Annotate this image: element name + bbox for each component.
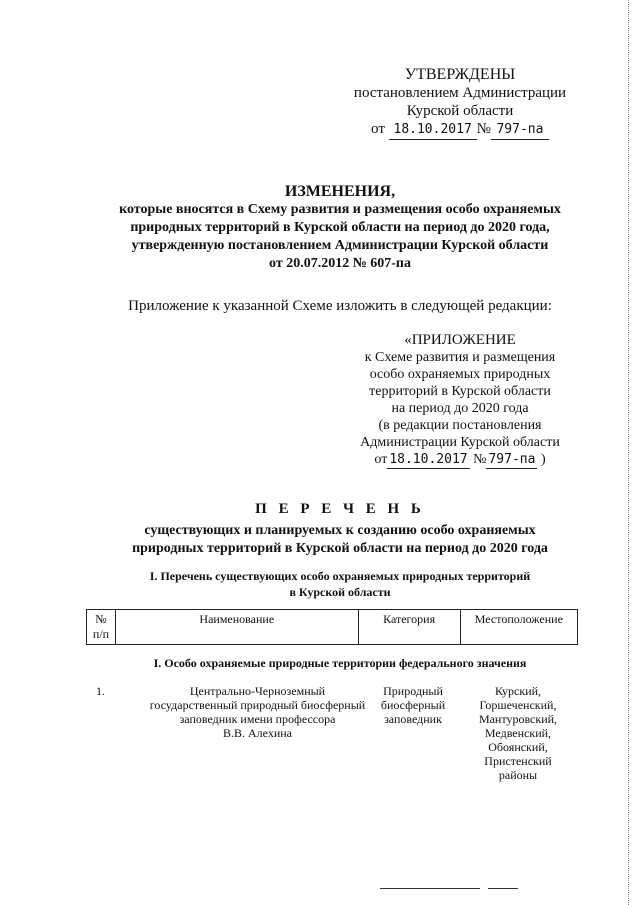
table-header-row [87,610,578,645]
approved-number-sign: № [476,121,491,137]
list-line2: природных территорий в Курской области на период до 2020 года [132,541,548,556]
section-line2: в Курской области [289,585,391,599]
appendix-number-sign: № [473,452,487,467]
section-line1: I. Перечень существующих особо охраняемых природных территорий [149,569,531,583]
row1-loc-l5: Обоянский, [488,740,548,754]
header-location: Местоположение [460,610,577,645]
appendix-number: 797-па [488,452,536,467]
approved-line1: постановлением Администрации [353,85,567,101]
appendix-date: 18.10.2017 [389,452,468,467]
row1-loc-l6: Пристенский [484,754,552,768]
changes-line2: природных территорий в Курской области на период до 2020 года, [130,220,550,235]
list-line1: существующих и планируемых к созданию особо охраняемых [144,523,536,538]
footer-line-short [488,888,518,889]
appendix-date-row [340,451,580,469]
row1-name-l3: заповедник имени профессора [179,712,336,726]
row1-name-l1: Центрально-Черноземный [189,684,326,698]
row1-cat-l2: биосферный [380,698,446,712]
row1-name-l2: государственный природный биосферный [149,698,366,712]
row1-cat-l3: заповедник [384,712,442,726]
row1-name-l4: В.В. Алехина [223,726,292,740]
row1-loc-l2: Горшеченский, [479,698,557,712]
approval-stamp [330,66,590,140]
approved-date: 18.10.2017 [389,121,477,140]
intro-text: Приложение к указанной Схеме изложить в следующей редакции: [128,298,552,314]
row1-cat-l1: Природный [383,684,443,698]
table-header [86,609,578,645]
appendix-line2: особо охраняемых природных [369,367,551,382]
changes-title: ИЗМЕНЕНИЯ, [284,183,396,200]
federal-heading: I. Особо охраняемые природные территории федерального значения [153,656,527,670]
list-heading [70,500,610,558]
appendix-line6: Администрации Курской области [360,435,560,450]
list-title: П Е Р Е Ч Е Н Ь [255,501,425,517]
approved-from-label: от [371,121,385,137]
row1-loc-l7: районы [498,768,538,782]
row1-location [468,684,568,782]
row1-loc-l1: Курский, [494,684,542,698]
section-heading [70,568,610,600]
row1-loc-l4: Медвенский, [484,726,552,740]
changes-line1: которые вносятся в Схему развития и размещения особо охраняемых [119,202,561,217]
approved-number: 797-па [491,121,549,140]
changes-line3: утвержденную постановлением Администрации Курской области [131,238,549,253]
header-category: Категория [358,610,460,645]
appendix-line4: на период до 2020 года [391,401,529,416]
footer-line [380,888,480,889]
row1-name [145,684,370,740]
row1-num: 1. [96,684,105,698]
approved-line2: Курской области [406,103,514,119]
appendix-close: ) [540,452,546,467]
row1-category [372,684,454,726]
row1-loc-l3: Мантуровский, [478,712,558,726]
header-name: Наименование [116,610,358,645]
scan-edge [628,0,630,905]
appendix-line3: территорий в Курской области [369,384,551,399]
approved-date-row [330,120,590,140]
changes-line4: от 20.07.2012 № 607-па [269,256,411,271]
changes-heading [70,183,610,273]
appendix-title: «ПРИЛОЖЕНИЕ [404,332,516,348]
appendix-header [340,332,580,469]
header-num: № п/п [87,610,116,645]
appendix-line5: (в редакции постановления [378,418,542,433]
approved-title: УТВЕРЖДЕНЫ [404,66,516,83]
appendix-line1: к Схеме развития и размещения [364,350,556,365]
appendix-from-label: от [374,452,388,467]
